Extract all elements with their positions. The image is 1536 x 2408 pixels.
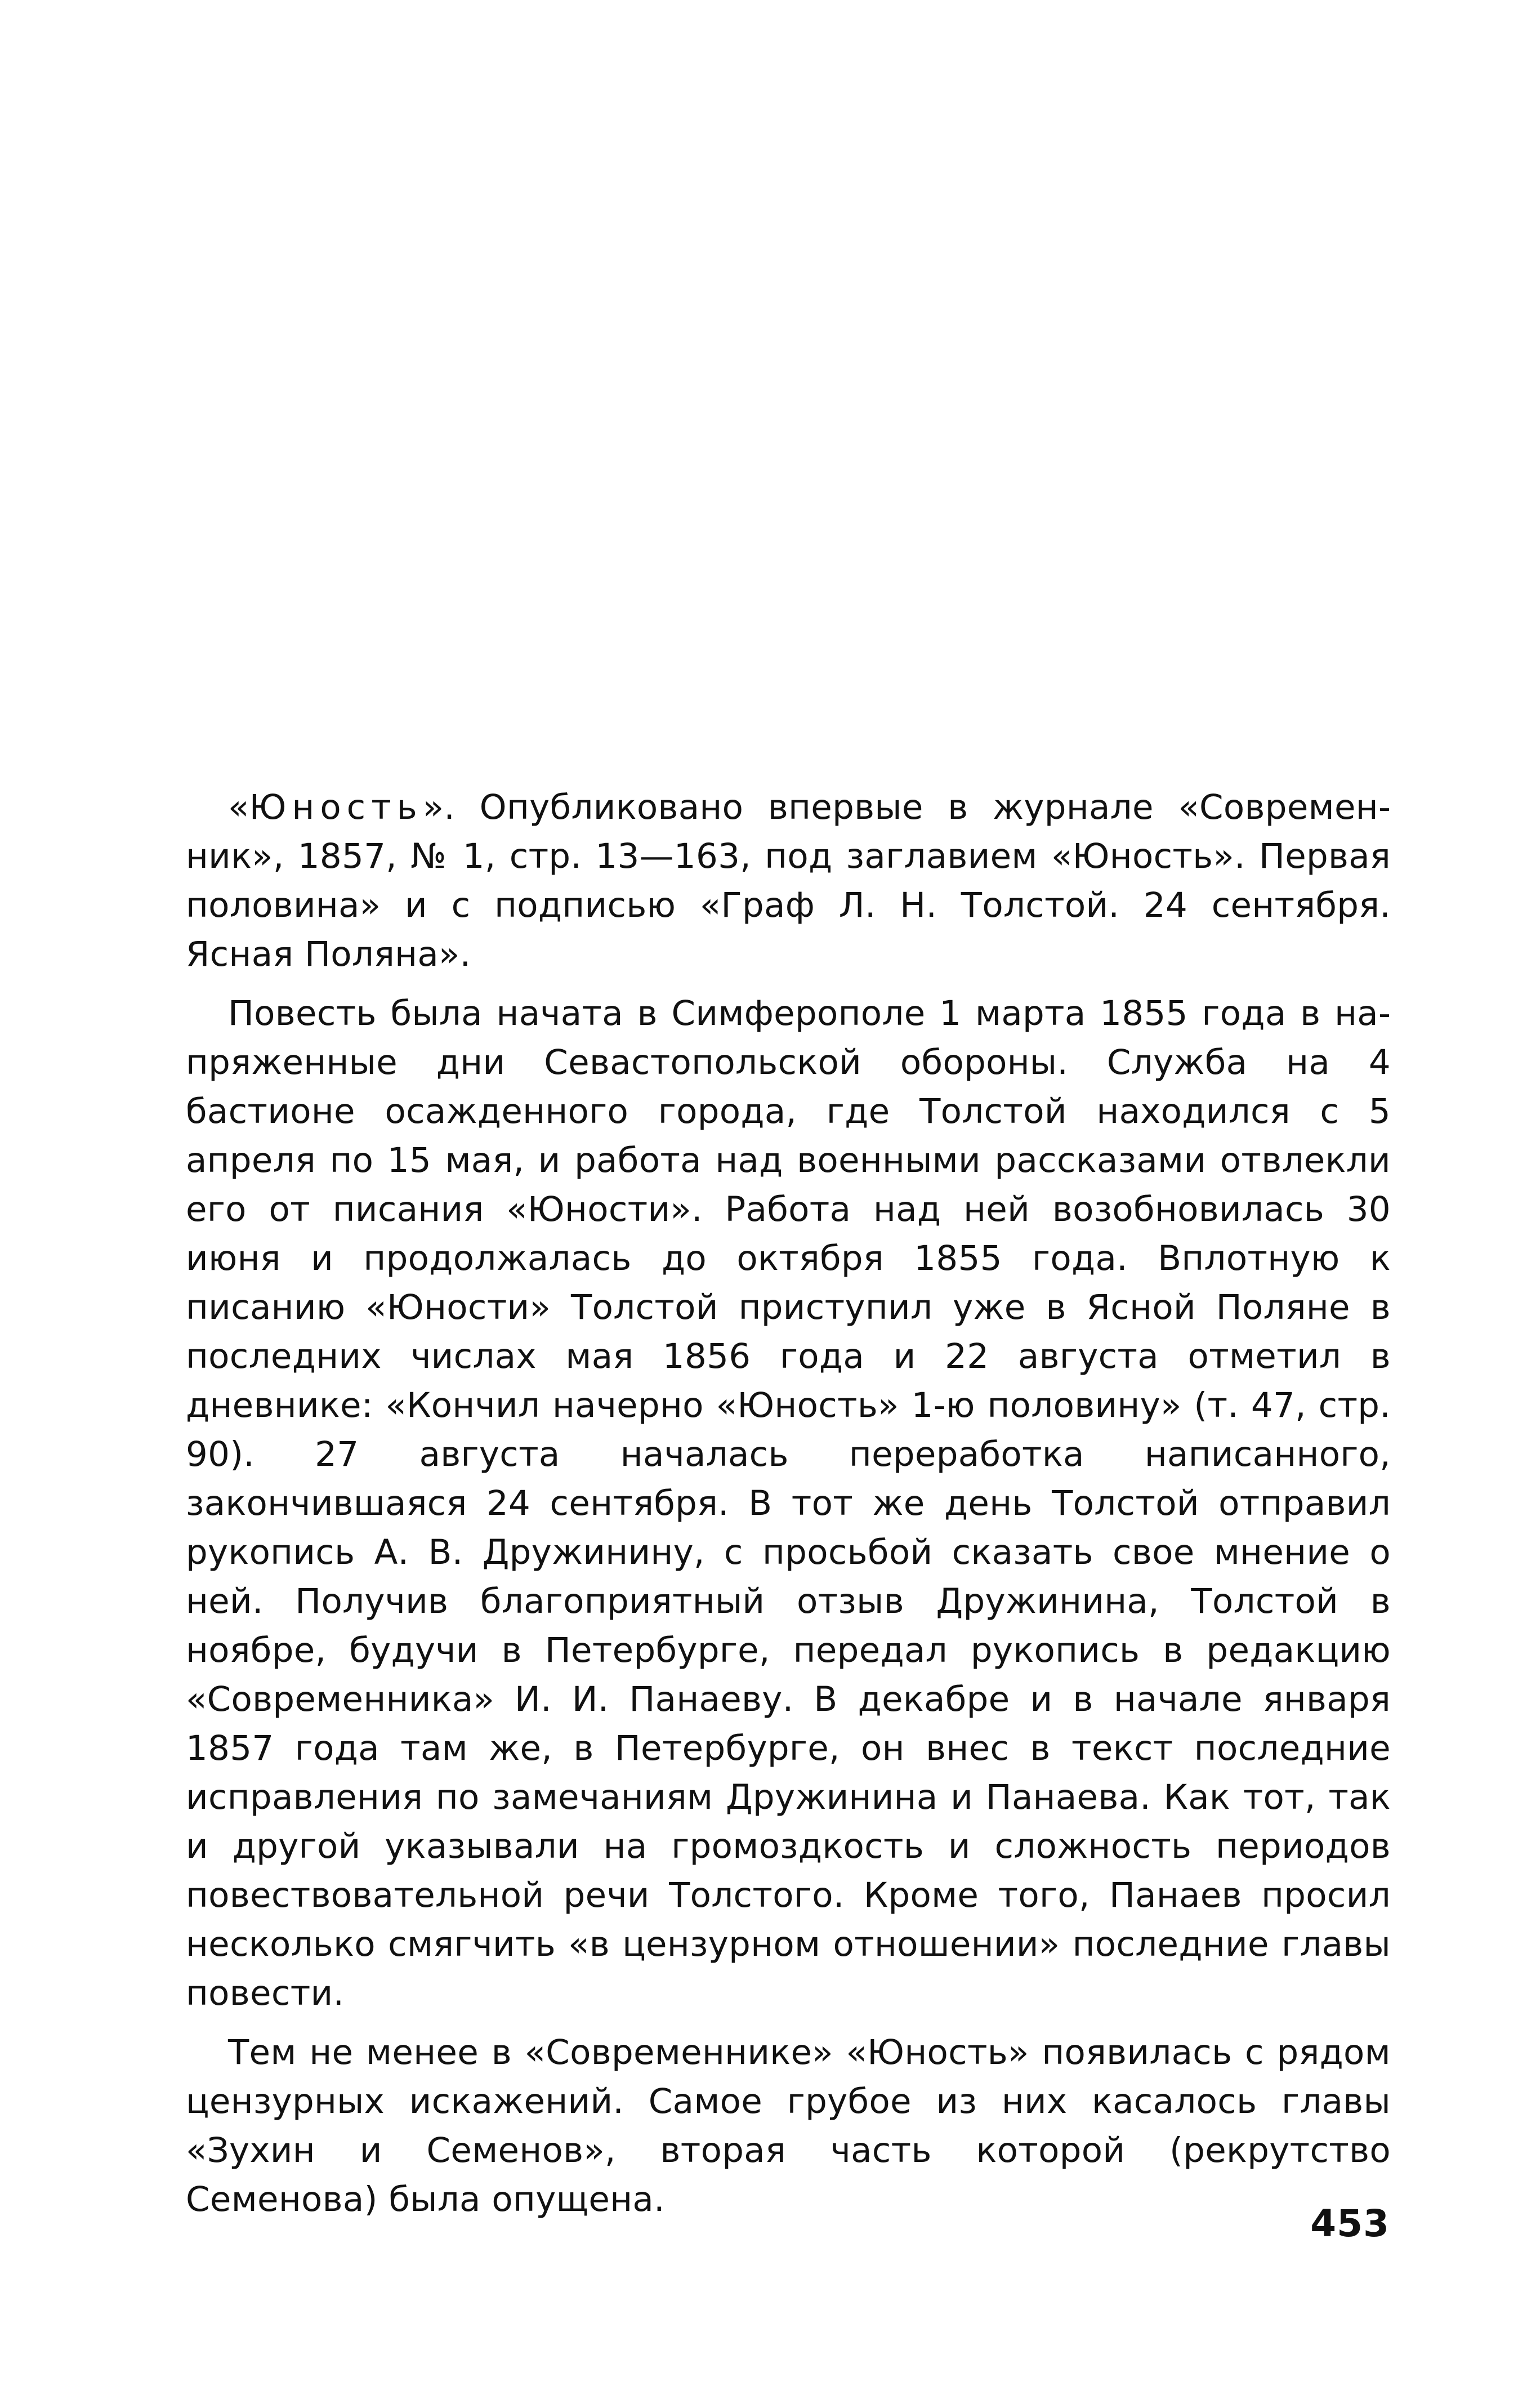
paragraph-publication [186, 783, 1391, 979]
work-title-spaced: Юность [249, 787, 423, 827]
title-open-quote: « [228, 787, 249, 827]
paragraph-censorship: Тем не менее в «Современнике» «Юность» появилась с рядом цензурных искажений. Самое грубое из них касалось главы «Зухин и Семенов», вторая часть которой (рекрутство Семенова) была опущена. [186, 2032, 1391, 2219]
commentary-text [186, 783, 1391, 2224]
paragraph-history: Повесть была начата в Симферополе 1 марта 1855 года в напряженные дни Севастопольской обороны. Служба на 4 бастионе осажденного города, где Толстой находился с 5 апреля по 15 мая, и работа над военными рассказами отвлекли его от писания «Юности». Работа над ней возобновилась 30 июня и продолжалась до октября 1855 года. Вплотную к писанию «Юности» Толстой приступил уже в Ясной Поляне в последних числах мая 1856 года и 22 августа отметил в дневнике: «Кончил начерно «Юность» 1-ю половину» (т. 47, стр. 90). 27 августа началась переработка написанного, закончившаяся 24 сентября. В тот же день Толстой отправил рукопись А. В. Дружинину, с просьбой сказать свое мнение о ней. Получив благоприятный отзыв Дружинина, Толстой в ноябре, будучи в Петербурге, передал рукопись в редакцию «Современника» И. И. Панаеву. В декабре и в начале января 1857 года там же, в Петербурге, он внес в текст последние исправления по замечаниям Дружинина и Панаева. Как тот, так и другой указывали на громоздкость и сложность периодов повествовательной речи Толстого. Кроме того, Панаев просил несколько смягчить «в цензурном отношении» последние главы повести. [186, 993, 1391, 2013]
paragraph-publication-text: Опубликовано впервые в журнале «Современник», 1857, № 1, стр. 13—163, под заглавием «Юность». Первая половина» и с подписью «Граф Л. Н. Толстой. 24 сентября. Ясная Поляна». [186, 787, 1391, 974]
page-number: 453 [1310, 2202, 1390, 2245]
title-close-quote: ». [422, 787, 456, 827]
